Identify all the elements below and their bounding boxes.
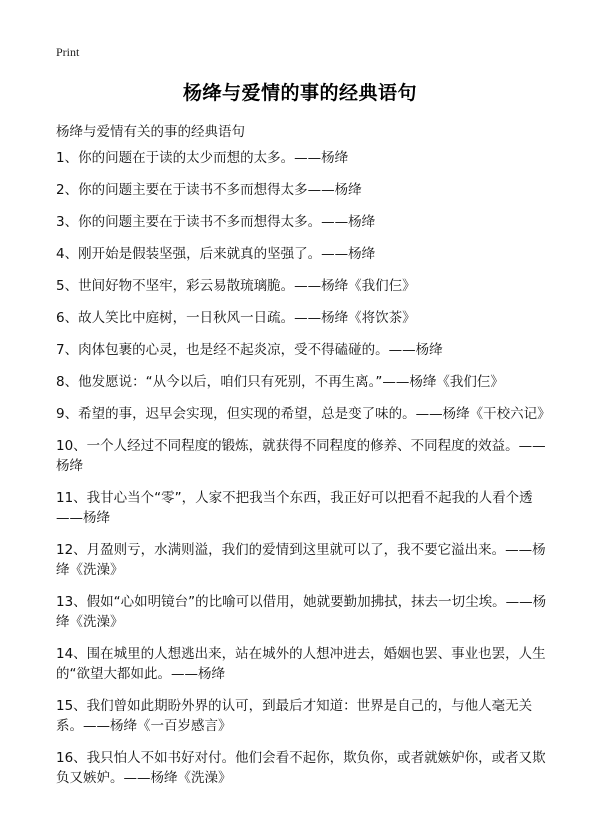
quote-item-11: 11、我甘心当个“零”，人家不把我当个东西，我正好可以把看不起我的人看个透——杨绛 bbox=[56, 490, 533, 526]
quote-item-4: 4、刚开始是假装坚强，后来就真的坚强了。——杨绛 bbox=[56, 246, 376, 262]
quote-item-12: 12、月盈则亏，水满则溢，我们的爱情到这里就可以了，我不要它溢出来。——杨绛《洗澡》 bbox=[56, 542, 546, 578]
quote-item-10: 10、一个人经过不同程度的锻炼，就获得不同程度的修养、不同程度的效益。——杨绛 bbox=[56, 438, 546, 474]
quote-item-3: 3、你的问题主要在于读书不多而想得太多。——杨绛 bbox=[56, 214, 376, 230]
quote-item-9: 9、希望的事，迟早会实现，但实现的希望，总是变了味的。——杨绛《干校六记》 bbox=[56, 406, 551, 422]
print-link[interactable]: Print bbox=[56, 45, 80, 59]
quote-item-5: 5、世间好物不坚牢，彩云易散琉璃脆。——杨绛《我们仨》 bbox=[56, 278, 416, 294]
quote-item-13: 13、假如“心如明镜台”的比喻可以借用，她就要勤加拂拭，抹去一切尘埃。——杨绛《洗澡》 bbox=[56, 594, 547, 630]
page-title: 杨绛与爱情的事的经典语句 bbox=[182, 82, 417, 104]
quote-item-16: 16、我只怕人不如书好对付。他们会看不起你，欺负你，或者就嫉妒你，或者又欺负又嫉妒。——杨绛《洗澡》 bbox=[56, 750, 546, 786]
quote-item-8: 8、他发愿说：“从今以后，咱们只有死别，不再生离。”——杨绛《我们仨》 bbox=[56, 374, 504, 390]
quote-item-2: 2、你的问题主要在于读书不多而想得太多——杨绛 bbox=[56, 182, 362, 198]
quote-item-14: 14、围在城里的人想逃出来，站在城外的人想冲进去，婚姻也罢、事业也罢，人生的“欲望大都如此。——杨绛 bbox=[56, 646, 546, 682]
page-subtitle: 杨绛与爱情有关的事的经典语句 bbox=[56, 124, 245, 140]
quote-item-6: 6、故人笑比中庭树，一日秋风一日疏。——杨绛《将饮茶》 bbox=[56, 310, 416, 326]
quote-item-1: 1、你的问题在于读的太少而想的太多。——杨绛 bbox=[56, 150, 349, 166]
quote-list bbox=[56, 148, 551, 800]
quote-item-7: 7、肉体包裹的心灵，也是经不起炎凉，受不得磕碰的。——杨绛 bbox=[56, 342, 443, 358]
quote-item-15: 15、我们曾如此期盼外界的认可，到最后才知道：世界是自己的，与他人毫无关系。——杨绛《一百岁感言》 bbox=[56, 698, 533, 734]
